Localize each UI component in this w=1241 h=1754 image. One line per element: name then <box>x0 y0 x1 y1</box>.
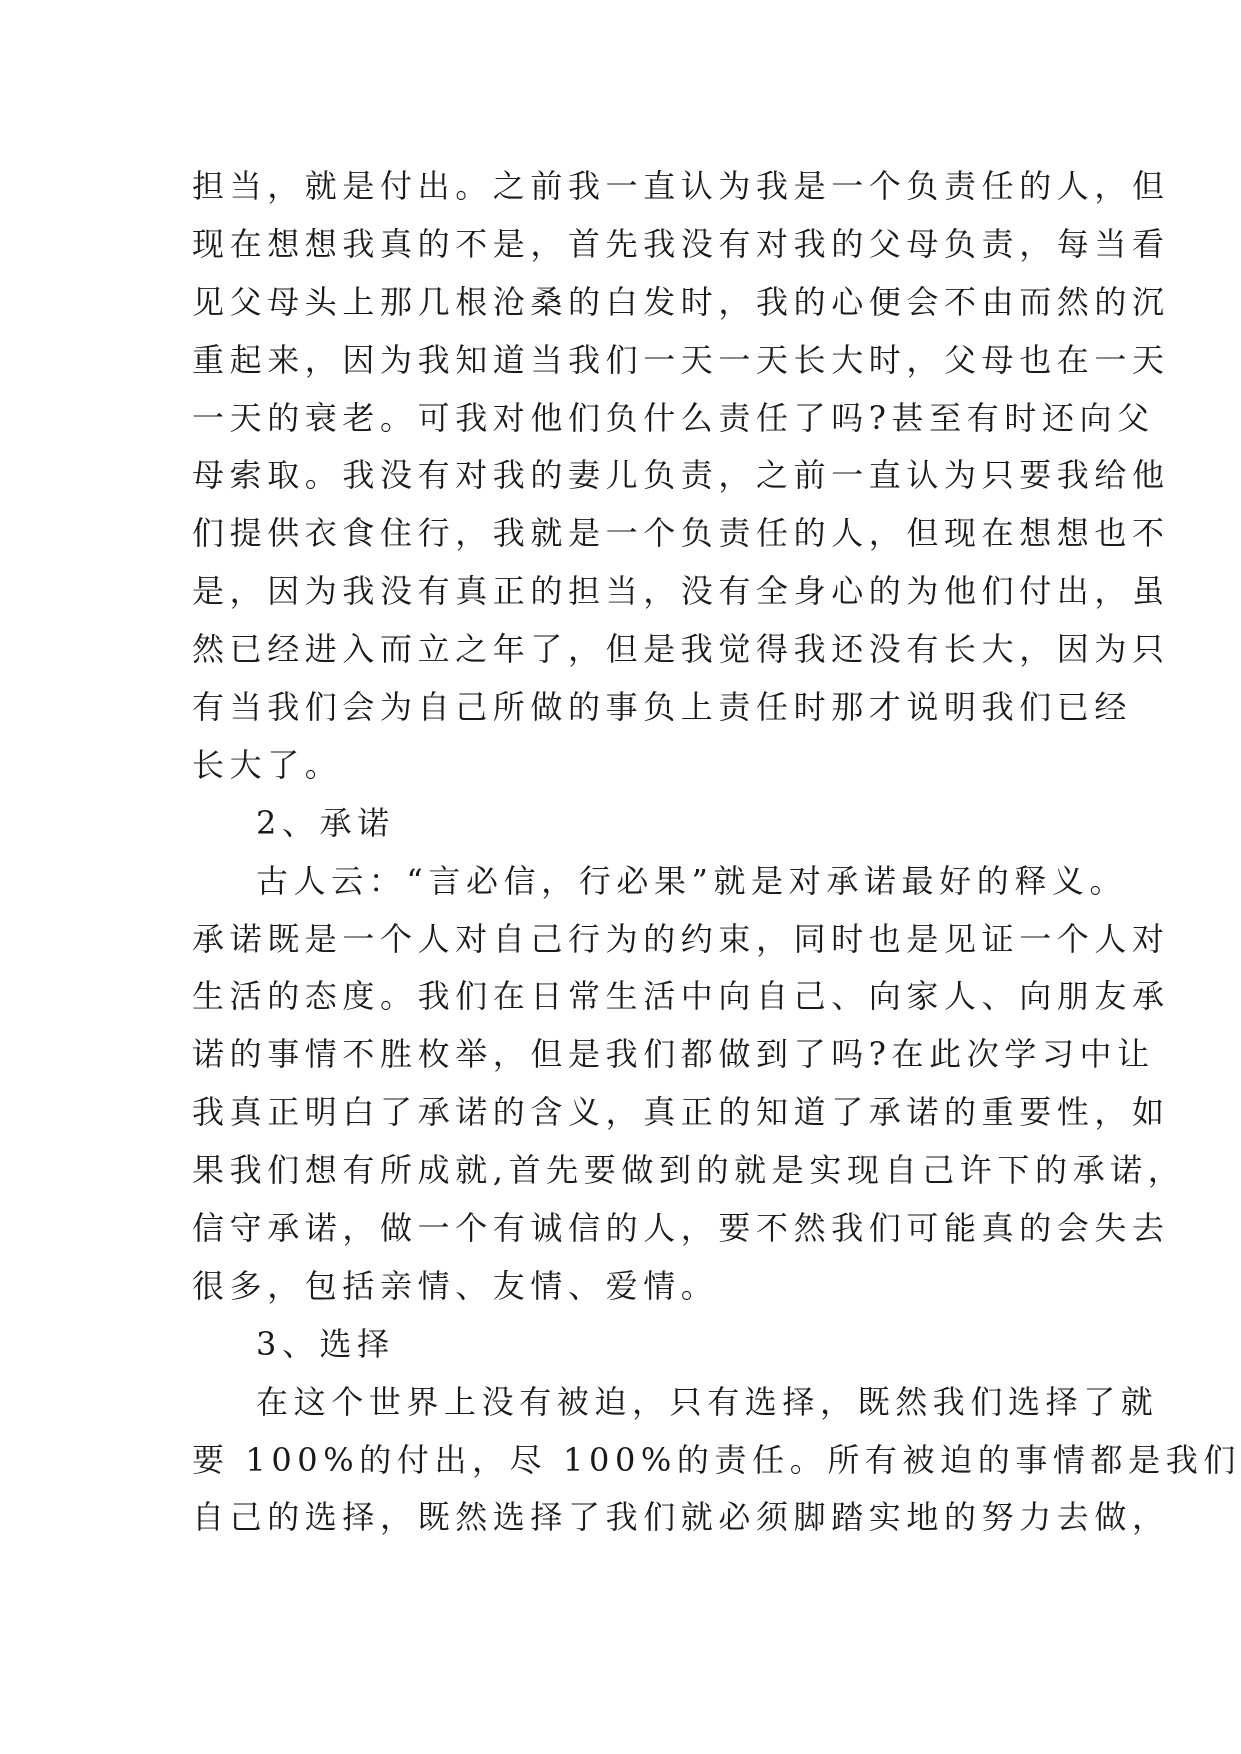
paragraph-line: 信守承诺，做一个有诚信的人，要不然我们可能真的会失去 <box>192 1209 1170 1248</box>
section-heading: 2、承诺 <box>256 803 395 842</box>
paragraph-line: 诺的事情不胜枚举，但是我们都做到了吗?在此次学习中让 <box>192 1035 1155 1074</box>
paragraph-line: 们提供衣食住行，我就是一个负责任的人，但现在想想也不 <box>192 514 1170 553</box>
paragraph-line: 担当，就是付出。之前我一直认为我是一个负责任的人，但 <box>192 167 1170 205</box>
paragraph-line: 见父母头上那几根沧桑的白发时，我的心便会不由而然的沉 <box>192 282 1170 321</box>
document-body <box>192 158 1241 1547</box>
paragraph-line: 母索取。我没有对我的妻儿负责，之前一直认为只要我给他 <box>192 456 1170 495</box>
paragraph-line: 是，因为我没有真正的担当，没有全身心的为他们付出，虽 <box>192 572 1170 611</box>
paragraph-line: 一天的衰老。可我对他们负什么责任了吗?甚至有时还向父 <box>192 398 1155 437</box>
paragraph-line: 生活的态度。我们在日常生活中向自己、向家人、向朋友承 <box>192 977 1170 1016</box>
paragraph-line: 自己的选择，既然选择了我们就必须脚踏实地的努力去做， <box>192 1498 1170 1537</box>
paragraph-line: 然已经进入而立之年了，但是我觉得我还没有长大，因为只 <box>192 630 1170 669</box>
paragraph-line: 承诺既是一个人对自己行为的约束，同时也是见证一个人对 <box>192 919 1170 958</box>
paragraph-line: 在这个世界上没有被迫，只有选择，既然我们选择了就 <box>256 1382 1159 1421</box>
paragraph-line: 要 100%的付出，尽 100%的责任。所有被迫的事情都是我们 <box>192 1440 1241 1479</box>
paragraph-line: 我真正明白了承诺的含义，真正的知道了承诺的重要性，如 <box>192 1093 1170 1132</box>
paragraph-line: 长大了。 <box>192 745 343 784</box>
paragraph-line: 现在想想我真的不是，首先我没有对我的父母负责，每当看 <box>192 224 1170 263</box>
paragraph-line: 重起来，因为我知道当我们一天一天长大时，父母也在一天 <box>192 340 1170 379</box>
paragraph-line: 古人云：“言必信，行必果”就是对承诺最好的释义。 <box>256 861 1128 900</box>
paragraph-line: 很多，包括亲情、友情、爱情。 <box>192 1266 719 1305</box>
paragraph-line: 果我们想有所成就,首先要做到的就是实现自己许下的承诺， <box>192 1151 1186 1190</box>
paragraph-line: 有当我们会为自己所做的事负上责任时那才说明我们已经 <box>192 688 1133 727</box>
section-heading: 3、选择 <box>256 1324 395 1363</box>
